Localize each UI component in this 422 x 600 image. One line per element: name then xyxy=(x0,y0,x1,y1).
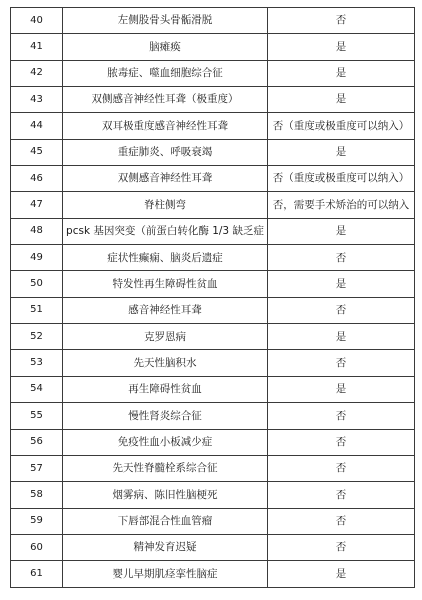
inclusion-status-cell: 否 xyxy=(268,403,415,429)
row-number-cell: 45 xyxy=(11,139,63,165)
table-row xyxy=(11,139,415,165)
disease-name-cell: 左侧股骨头骨骺滑脱 xyxy=(63,8,268,34)
table-row xyxy=(11,8,415,34)
disease-name-cell: 脊柱侧弯 xyxy=(63,192,268,218)
disease-name-cell: 双耳极重度感音神经性耳聋 xyxy=(63,113,268,139)
row-number-cell: 42 xyxy=(11,60,63,86)
table-row xyxy=(11,271,415,297)
table-row xyxy=(11,166,415,192)
disease-name-cell: 慢性肾炎综合征 xyxy=(63,403,268,429)
disease-name-cell: 特发性再生障碍性贫血 xyxy=(63,271,268,297)
inclusion-status-cell: 是 xyxy=(268,376,415,402)
inclusion-status-cell: 是 xyxy=(268,561,415,587)
table-row xyxy=(11,561,415,587)
disease-name-cell: 双侧感音神经性耳聋 xyxy=(63,166,268,192)
disease-table xyxy=(10,7,415,588)
disease-name-cell: 感音神经性耳聋 xyxy=(63,297,268,323)
table-row xyxy=(11,534,415,560)
row-number-cell: 51 xyxy=(11,297,63,323)
table-row xyxy=(11,376,415,402)
table-row xyxy=(11,508,415,534)
row-number-cell: 41 xyxy=(11,34,63,60)
table-row xyxy=(11,113,415,139)
inclusion-status-cell: 否 xyxy=(268,297,415,323)
table-row xyxy=(11,34,415,60)
table-row xyxy=(11,482,415,508)
inclusion-status-cell: 是 xyxy=(268,218,415,244)
table-row xyxy=(11,324,415,350)
table-row xyxy=(11,218,415,244)
disease-name-cell: 克罗恩病 xyxy=(63,324,268,350)
row-number-cell: 44 xyxy=(11,113,63,139)
disease-name-cell: 双侧感音神经性耳聋（极重度） xyxy=(63,87,268,113)
inclusion-status-cell: 是 xyxy=(268,139,415,165)
inclusion-status-cell: 是 xyxy=(268,271,415,297)
inclusion-status-cell: 否，需要手术矫治的可以纳入 xyxy=(268,192,415,218)
inclusion-status-cell: 否 xyxy=(268,534,415,560)
row-number-cell: 59 xyxy=(11,508,63,534)
row-number-cell: 54 xyxy=(11,376,63,402)
disease-name-cell: 脑瘫痪 xyxy=(63,34,268,60)
row-number-cell: 56 xyxy=(11,429,63,455)
disease-name-cell: 免疫性血小板减少症 xyxy=(63,429,268,455)
row-number-cell: 46 xyxy=(11,166,63,192)
disease-name-cell: 重症肺炎、呼吸衰竭 xyxy=(63,139,268,165)
table-row xyxy=(11,429,415,455)
table-body xyxy=(11,8,415,588)
inclusion-status-cell: 否 xyxy=(268,455,415,481)
disease-name-cell: 婴儿早期肌痉挛性脑症 xyxy=(63,561,268,587)
inclusion-status-cell: 否（重度或极重度可以纳入） xyxy=(268,113,415,139)
table-row xyxy=(11,87,415,113)
inclusion-status-cell: 否 xyxy=(268,350,415,376)
inclusion-status-cell: 否 xyxy=(268,245,415,271)
table-row xyxy=(11,297,415,323)
row-number-cell: 48 xyxy=(11,218,63,244)
row-number-cell: 49 xyxy=(11,245,63,271)
table-row xyxy=(11,60,415,86)
row-number-cell: 57 xyxy=(11,455,63,481)
disease-name-cell: 先天性脑积水 xyxy=(63,350,268,376)
disease-name-cell: 再生障碍性贫血 xyxy=(63,376,268,402)
row-number-cell: 50 xyxy=(11,271,63,297)
table-row xyxy=(11,245,415,271)
row-number-cell: 53 xyxy=(11,350,63,376)
row-number-cell: 52 xyxy=(11,324,63,350)
inclusion-status-cell: 是 xyxy=(268,324,415,350)
disease-name-cell: pcsk 基因突变（前蛋白转化酶 1/3 缺乏症 xyxy=(63,218,268,244)
row-number-cell: 43 xyxy=(11,87,63,113)
row-number-cell: 61 xyxy=(11,561,63,587)
disease-name-cell: 先天性脊髓栓系综合征 xyxy=(63,455,268,481)
inclusion-status-cell: 是 xyxy=(268,34,415,60)
inclusion-status-cell: 是 xyxy=(268,87,415,113)
table-row xyxy=(11,455,415,481)
disease-name-cell: 精神发育迟疑 xyxy=(63,534,268,560)
inclusion-status-cell: 否 xyxy=(268,482,415,508)
disease-name-cell: 下唇部混合性血管瘤 xyxy=(63,508,268,534)
disease-name-cell: 症状性癫痫、脑炎后遗症 xyxy=(63,245,268,271)
table-row xyxy=(11,350,415,376)
inclusion-status-cell: 否 xyxy=(268,429,415,455)
inclusion-status-cell: 否 xyxy=(268,8,415,34)
inclusion-status-cell: 否（重度或极重度可以纳入） xyxy=(268,166,415,192)
inclusion-status-cell: 否 xyxy=(268,508,415,534)
row-number-cell: 47 xyxy=(11,192,63,218)
inclusion-status-cell: 是 xyxy=(268,60,415,86)
row-number-cell: 60 xyxy=(11,534,63,560)
row-number-cell: 55 xyxy=(11,403,63,429)
row-number-cell: 40 xyxy=(11,8,63,34)
table-row xyxy=(11,403,415,429)
disease-name-cell: 脓毒症、噬血细胞综合征 xyxy=(63,60,268,86)
disease-name-cell: 烟雾病、陈旧性脑梗死 xyxy=(63,482,268,508)
row-number-cell: 58 xyxy=(11,482,63,508)
table-row xyxy=(11,192,415,218)
